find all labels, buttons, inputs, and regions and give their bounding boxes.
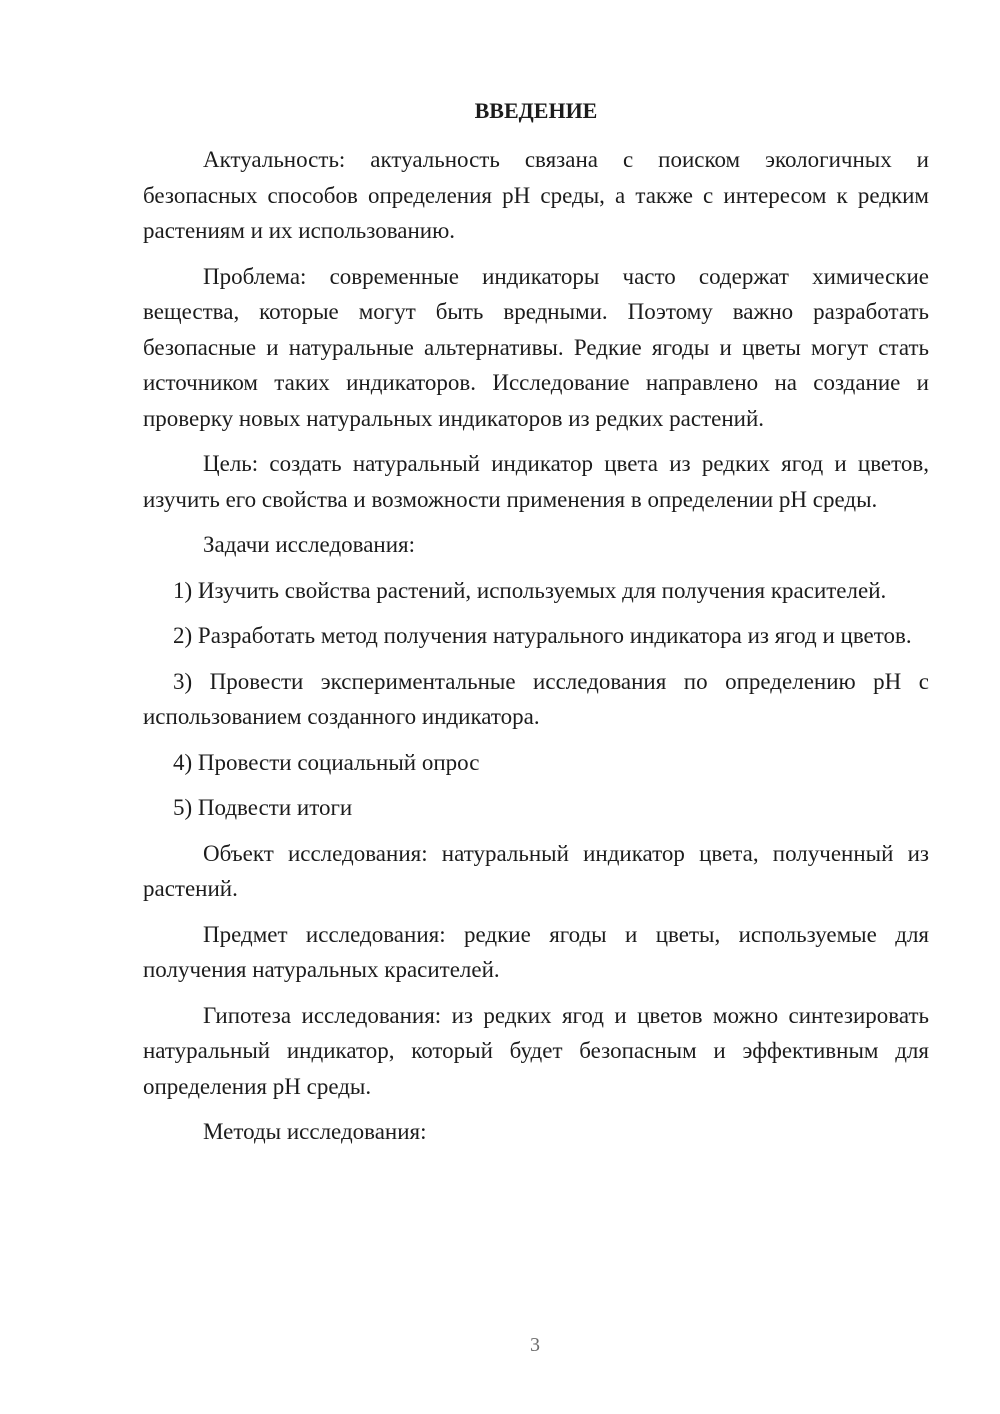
- paragraph-subject: Предмет исследования: редкие ягоды и цветы, используемые для получения натуральных красителей.: [143, 921, 929, 982]
- task-item-5: 5) Подвести итоги: [173, 795, 353, 820]
- section-title: ВВЕДЕНИЕ: [474, 98, 598, 123]
- paragraph-relevance: Актуальность: актуальность связана с поиском экологичных и безопасных способов определения pH среды, а также с интересом к редким растениям и их использованию.: [143, 147, 929, 243]
- paragraph-hypothesis: Гипотеза исследования: из редких ягод и цветов можно синтезировать натуральный индикатор, который будет безопасным и эффективным для определения pH среды.: [143, 1002, 929, 1099]
- paragraph-object: Объект исследования: натуральный индикатор цвета, полученный из растений.: [143, 840, 929, 901]
- task-item-4: 4) Провести социальный опрос: [173, 749, 480, 775]
- paragraph-methods: Методы исследования:: [203, 1119, 427, 1144]
- paragraph-goal: Цель: создать натуральный индикатор цвета из редких ягод и цветов, изучить его свойства и возможности применения в определении pH среды.: [143, 451, 929, 512]
- paragraph-tasks-heading: Задачи исследования:: [203, 532, 416, 557]
- page-content: [143, 96, 929, 1160]
- task-item-2: 2) Разработать метод получения натурального индикатора из ягод и цветов.: [173, 623, 912, 648]
- page-number: 3: [530, 1334, 540, 1356]
- task-item-1: 1) Изучить свойства растений, используемых для получения красителей.: [173, 577, 887, 603]
- paragraph-problem: Проблема: современные индикаторы часто содержат химические вещества, которые могут быть вредными. Поэтому важно разработать безопасные и натуральные альтернативы. Редкие ягоды и цветы могут стать источником таких индикаторов. Исследование направлено на создание и проверку новых натуральных индикаторов из редких растений.: [143, 263, 929, 431]
- task-item-3: 3) Провести экспериментальные исследования по определению pH с использованием созданного индикатора.: [143, 668, 929, 729]
